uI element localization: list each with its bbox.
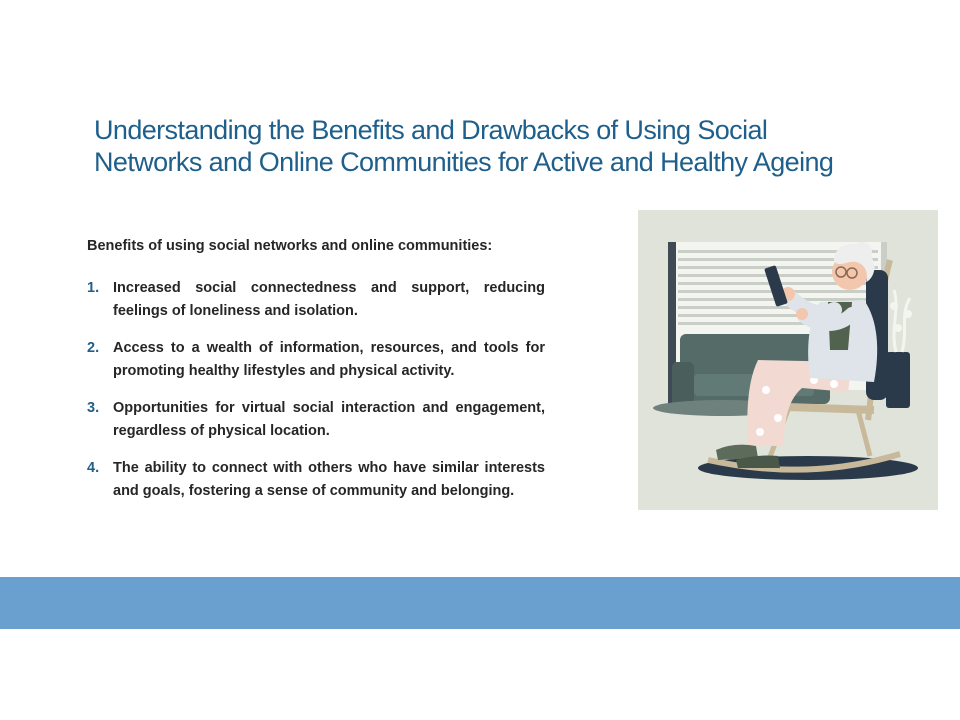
slide-title: Understanding the Benefits and Drawbacks of Using Social Networks and Online Communities for Active and Healthy Ageing [94,115,834,177]
list-item-number: 2. [87,340,100,356]
list-item-text: Opportunities for virtual social interaction and engagement, regardless of physical location. [113,400,545,439]
list-item-text: Access to a wealth of information, resources, and tools for promoting healthy lifestyles and physical activity. [113,340,545,379]
elderly-woman-tablet-icon [638,210,938,510]
list-item [87,277,545,323]
list-item [87,457,545,503]
benefits-subheading: Benefits of using social networks and online communities: [87,238,493,254]
benefit-list [87,277,545,517]
list-item-text: Increased social connectedness and support, reducing feelings of loneliness and isolation. [113,280,545,319]
footer-band [0,577,960,629]
list-item-text: The ability to connect with others who have similar interests and goals, fostering a sense of community and belonging. [113,460,545,499]
list-item [87,337,545,383]
list-item-number: 4. [87,460,100,476]
list-item-number: 3. [87,400,100,416]
elderly-woman-rocking-chair-illustration [638,210,938,510]
list-item [87,397,545,443]
list-item-number: 1. [87,280,100,296]
